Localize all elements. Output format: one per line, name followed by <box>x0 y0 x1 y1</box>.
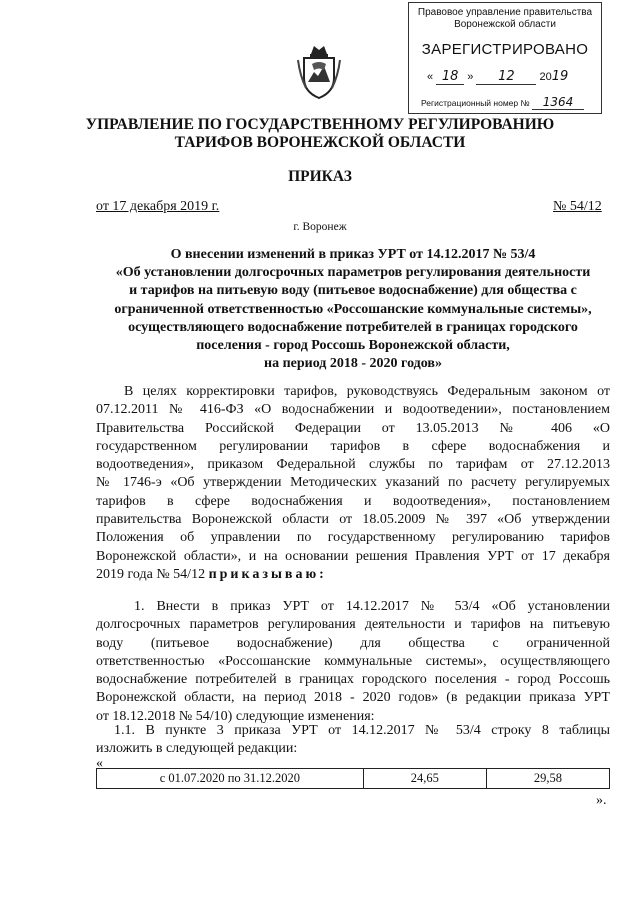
title-line: осуществляющего водоснабжение потребителей в границах городского <box>128 319 578 335</box>
title-line: ограниченной ответственностью «Россошанские коммунальные системы», <box>114 301 592 317</box>
stamp-registered: ЗАРЕГИСТРИРОВАНО <box>421 41 589 58</box>
stamp-year-prefix: 20 <box>539 71 552 83</box>
table-close-quote: ». <box>596 793 607 808</box>
paragraph-line: водоснабжение потребителей в границах городского поселения - город Россошь <box>96 672 610 688</box>
item-1-paragraph <box>96 598 610 726</box>
paragraph-line: Воронежской области», и на основании решения Правления УРТ от 17 декабря <box>96 548 610 564</box>
tariff-vat-cell: 29,58 <box>486 769 609 789</box>
paragraph-line: долгосрочных параметров регулирования деятельности и тарифов на питьевую <box>96 617 610 633</box>
title-line: «Об установлении долгосрочных параметров регулирования деятельности <box>115 265 591 281</box>
paragraph-line: Положения об управлении по государственному регулированию тарифов <box>96 530 610 546</box>
registration-stamp <box>408 2 602 114</box>
paragraph-line: воду (питьевое водоснабжение) для общества с ограниченной <box>96 635 610 651</box>
table-row <box>97 769 610 789</box>
tariff-cell: 24,65 <box>363 769 486 789</box>
paragraph-line <box>96 566 610 584</box>
preamble-paragraph <box>96 383 610 584</box>
paragraph-line: государственном регулировании тарифов в сфере водоснабжения и <box>96 438 610 454</box>
title-line: на период 2018 - 2020 годов» <box>264 356 442 372</box>
stamp-date <box>427 69 568 85</box>
paragraph-line: 07.12.2011 № 416-ФЗ «О водоснабжении и водоотведении», постановлением <box>96 402 610 418</box>
stamp-authority-line1: Правовое управление правительства <box>417 7 593 18</box>
order-date: от 17 декабря 2019 г. <box>96 199 220 214</box>
stamp-month: 12 <box>498 69 515 84</box>
paragraph-line: от 18.12.2018 № 54/10) следующие изменения: <box>96 708 375 724</box>
paragraph-line: Воронежской области, на период 2018 - 2020 годов» (в редакции приказа УРТ <box>96 690 610 706</box>
title-line: поселения - город Россошь Воронежской области, <box>196 338 510 354</box>
paragraph-line: изложить в следующей редакции: <box>96 741 298 757</box>
stamp-open-quote: « <box>427 71 434 83</box>
paragraph-line: № 1746-э «Об утверждении Методических указаний по расчету регулируемых <box>96 475 610 491</box>
stamp-authority-line2: Воронежской области <box>454 19 556 30</box>
agency-name-line2: ТАРИФОВ ВОРОНЕЖСКОЙ ОБЛАСТИ <box>174 134 466 151</box>
stamp-close-quote: » <box>467 71 474 83</box>
paragraph-line: 1. Внести в приказ УРТ от 14.12.2017 № 53/4 «Об установлении <box>134 599 610 614</box>
coat-of-arms-icon <box>296 42 342 100</box>
stamp-reg-value: 1364 <box>532 95 584 110</box>
item-1-1-paragraph <box>96 722 610 759</box>
document-type: ПРИКАЗ <box>288 168 352 185</box>
table-open-quote: « <box>96 756 103 771</box>
stamp-year-suffix: 19 <box>551 69 569 84</box>
paragraph-line: тарифов в сфере водоснабжения и водоотведения», постановлением <box>96 493 610 509</box>
order-title <box>96 246 610 373</box>
stamp-reg-number <box>421 95 584 110</box>
paragraph-line: водоотведения», приказом Федеральной службы по тарифам от 27.12.2013 <box>96 457 610 473</box>
title-line: О внесении изменений в приказ УРТ от 14.12.2017 № 53/4 <box>170 247 536 262</box>
paragraph-line: ответственностью «Россошанские коммунальные системы», осуществляющего <box>96 653 610 669</box>
paragraph-line: В целях корректировки тарифов, руководствуясь Федеральным законом от <box>124 384 610 399</box>
paragraph-line: 1.1. В пункте 3 приказа УРТ от 14.12.2017 № 53/4 строку 8 таблицы <box>114 723 610 738</box>
order-number: № 54/12 <box>553 199 602 214</box>
agency-name-line1: УПРАВЛЕНИЕ ПО ГОСУДАРСТВЕННОМУ РЕГУЛИРОВАНИЮ <box>85 116 555 133</box>
title-line: и тарифов на питьевую воду (питьевое водоснабжение) для общества с <box>129 283 577 299</box>
tariff-table <box>96 768 610 789</box>
order-keyword: приказываю: <box>208 566 327 582</box>
decision-reference: 2019 года № 54/12 <box>96 566 206 582</box>
paragraph-line: Правительства Российской Федерации от 13.05.2013 № 406 «О <box>96 420 610 436</box>
stamp-day: 18 <box>441 69 459 84</box>
paragraph-line: правительства Воронежской области от 18.05.2009 № 397 «Об утверждении <box>96 512 610 528</box>
stamp-reg-label: Регистрационный номер № <box>421 98 530 108</box>
order-city: г. Воронеж <box>293 221 347 233</box>
period-cell: с 01.07.2020 по 31.12.2020 <box>97 769 364 789</box>
